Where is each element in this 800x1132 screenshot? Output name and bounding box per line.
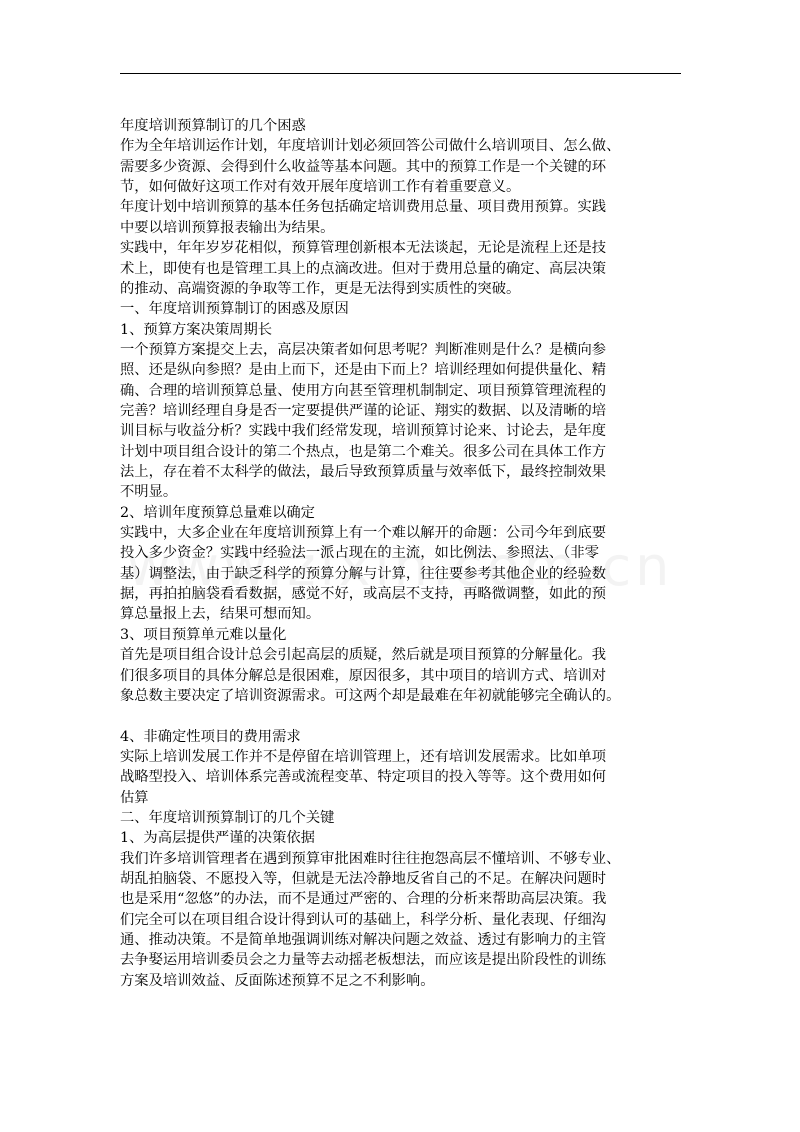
text-line: 计划中项目组合设计的第二个热点，也是第二个难关。很多公司在具体工作方 — [120, 443, 607, 460]
text-line: 们很多项目的具体分解总是很困难，原因很多，其中项目的培训方式、培训对 — [120, 667, 607, 684]
text-line: 中要以培训预算报表输出为结果。 — [120, 219, 335, 236]
text-line: 实际上培训发展工作并不是停留在培训管理上，还有培训发展需求。比如单项 — [120, 748, 607, 765]
header-rule — [120, 73, 681, 74]
text-line: 不明显。 — [120, 484, 178, 501]
text-line: 1、预算方案决策周期长 — [120, 321, 273, 338]
document-title: 年度培训预算制订的几个困惑 — [120, 118, 306, 134]
text-line: 方案及培训效益、反面陈述预算不足之不利影响。 — [120, 972, 435, 989]
text-line: 训目标与收益分析？实践中我们经常发现，培训预算讨论来、讨论去，是年度 — [120, 423, 607, 440]
text-line: 也是采用“忽悠”的办法，而不是通过严密的、合理的分析来帮助高层决策。我 — [120, 891, 607, 908]
text-line: 作为全年培训运作计划，年度培训计划必须回答公司做什么培训项目、怎么做、 — [120, 138, 621, 155]
text-line: 我们许多培训管理者在遇到预算审批困难时往往抱怨高层不懂培训、不够专业、 — [120, 850, 621, 867]
text-line: 照、还是纵向参照？是由上而下，还是由下而上？培训经理如何提供量化、精 — [120, 362, 607, 379]
text-line: 4、非确定性项目的费用需求 — [120, 728, 301, 745]
text-line: 实践中，年年岁岁花相似，预算管理创新根本无法谈起，无论是流程上还是技 — [120, 240, 607, 257]
text-line: 去争娶运用培训委员会之力量等去动摇老板想法，而应该是提出阶段性的训练 — [120, 952, 607, 969]
text-line: 胡乱拍脑袋、不愿投入等，但就是无法冷静地反省自己的不足。在解决问题时 — [120, 871, 607, 887]
text-line: 投入多少资金？实践中经验法一派占现在的主流，如比例法、参照法、（非零 — [120, 545, 599, 562]
text-line: 节，如何做好这项工作对有效开展年度培训工作有着重要意义。 — [120, 179, 521, 196]
text-line: 估算 — [120, 789, 149, 806]
text-line: 象总数主要决定了培训资源需求。可这两个却是最难在年初就能够完全确认的。 — [120, 687, 621, 704]
text-line: 算总量报上去，结果可想而知。 — [120, 606, 321, 623]
text-line: 年度计划中培训预算的基本任务包括确定培训费用总量、项目费用预算。实践 — [120, 199, 607, 216]
text-line: 需要多少资源、会得到什么收益等基本问题。其中的预算工作是一个关键的环 — [120, 158, 607, 175]
text-line: 确、合理的培训预算总量、使用方向甚至管理机制制定、项目预算管理流程的 — [120, 382, 607, 399]
text-line: 基）调整法，由于缺乏科学的预算分解与计算，往往要参考其他企业的经验数 — [120, 565, 607, 582]
text-line: 通、推动决策。不是简单地强调训练对解决问题之效益、透过有影响力的主管 — [120, 932, 607, 948]
text-line: 一个预算方案提交上去，高层决策者如何思考呢？判断准则是什么？是横向参 — [120, 341, 607, 358]
text-line: 法上，存在着不太科学的做法，最后导致预算质量与效率低下，最终控制效果 — [120, 464, 607, 480]
text-line: 实践中，大多企业在年度培训预算上有一个难以解开的命题：公司今年到底要 — [120, 525, 607, 541]
text-line: 一、年度培训预算制订的困惑及原因 — [120, 301, 349, 318]
text-line: 术上，即使有也是管理工具上的点滴改进。但对于费用总量的确定、高层决策 — [120, 260, 607, 277]
text-line: 3、项目预算单元难以量化 — [120, 626, 287, 643]
text-line: 2、培训年度预算总量难以确定 — [120, 504, 315, 521]
text-line: 首先是项目组合设计总会引起高层的质疑，然后就是项目预算的分解量化。我 — [120, 647, 607, 664]
text-line: 们完全可以在项目组合设计得到认可的基础上，科学分析、量化表现、仔细沟 — [120, 911, 607, 928]
text-line: 二、年度培训预算制订的几个关键 — [120, 809, 335, 826]
text-line: 战略型投入、培训体系完善或流程变革、特定项目的投入等等。这个费用如何 — [120, 769, 607, 786]
text-line: 完善？培训经理自身是否一定要提供严谨的论证、翔实的数据、以及清晰的培 — [120, 402, 607, 419]
text-line: 的推动、高端资源的争取等工作，更是无法得到实质性的突破。 — [120, 280, 521, 297]
text-line: 1、为高层提供严谨的决策依据 — [120, 830, 315, 847]
text-line: 据，再拍拍脑袋看看数据，感觉不好，或高层不支持，再略微调整，如此的预 — [120, 586, 607, 602]
